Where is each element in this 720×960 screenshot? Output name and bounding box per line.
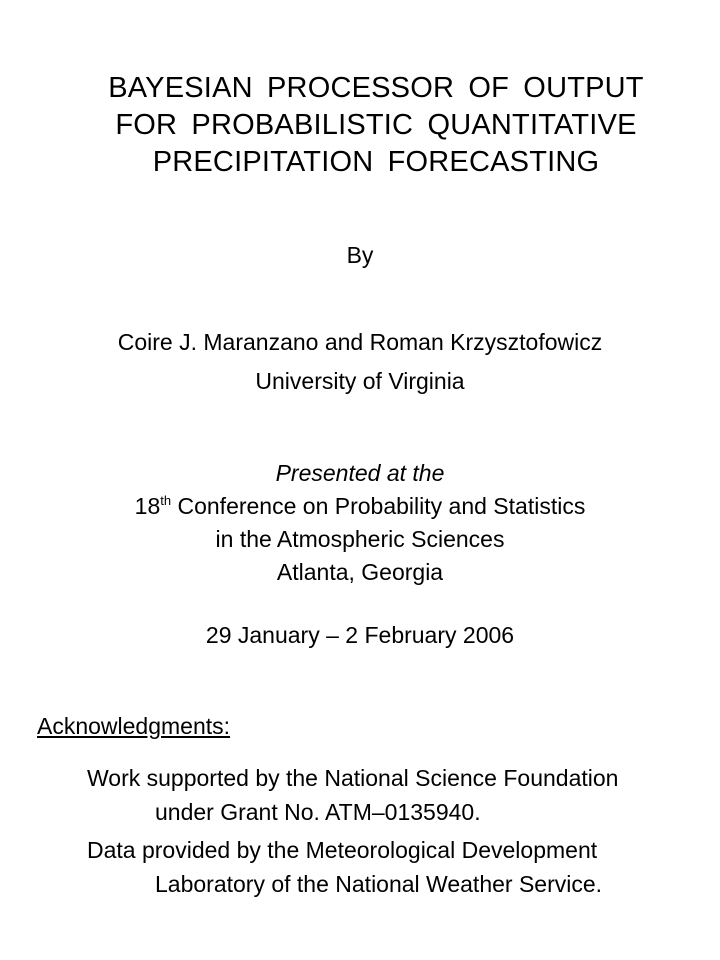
title-line-2: FOR PROBABILISTIC QUANTITATIVE bbox=[115, 109, 637, 141]
conference-ordinal-number: 18 bbox=[134, 493, 161, 519]
conference-name-line-2: in the Atmospheric Sciences bbox=[215, 526, 505, 552]
title-line-1: BAYESIAN PROCESSOR OF OUTPUT bbox=[108, 72, 644, 104]
authors: Coire J. Maranzano and Roman Krzysztofowicz bbox=[117, 329, 603, 355]
conference-dates: 29 January – 2 February 2006 bbox=[205, 622, 515, 648]
affiliation: University of Virginia bbox=[255, 368, 465, 394]
acknowledgments-heading: Acknowledgments: bbox=[37, 713, 231, 739]
conference-ordinal-suffix: th bbox=[160, 493, 172, 508]
acknowledgment-line-3: Data provided by the Meteorological Development bbox=[87, 837, 598, 863]
conference-name bbox=[0, 491, 720, 521]
title-line-3: PRECIPITATION FORECASTING bbox=[152, 146, 600, 178]
presented-intro: Presented at the bbox=[275, 460, 445, 486]
acknowledgment-line-1: Work supported by the National Science Foundation bbox=[87, 765, 619, 791]
conference-name-text: Conference on Probability and Statistics bbox=[171, 493, 586, 519]
acknowledgment-line-4: Laboratory of the National Weather Service. bbox=[155, 871, 603, 897]
byline: By bbox=[346, 242, 374, 268]
conference-location: Atlanta, Georgia bbox=[276, 559, 444, 585]
document-title bbox=[0, 70, 720, 181]
acknowledgment-line-2: under Grant No. ATM–0135940. bbox=[155, 799, 481, 825]
